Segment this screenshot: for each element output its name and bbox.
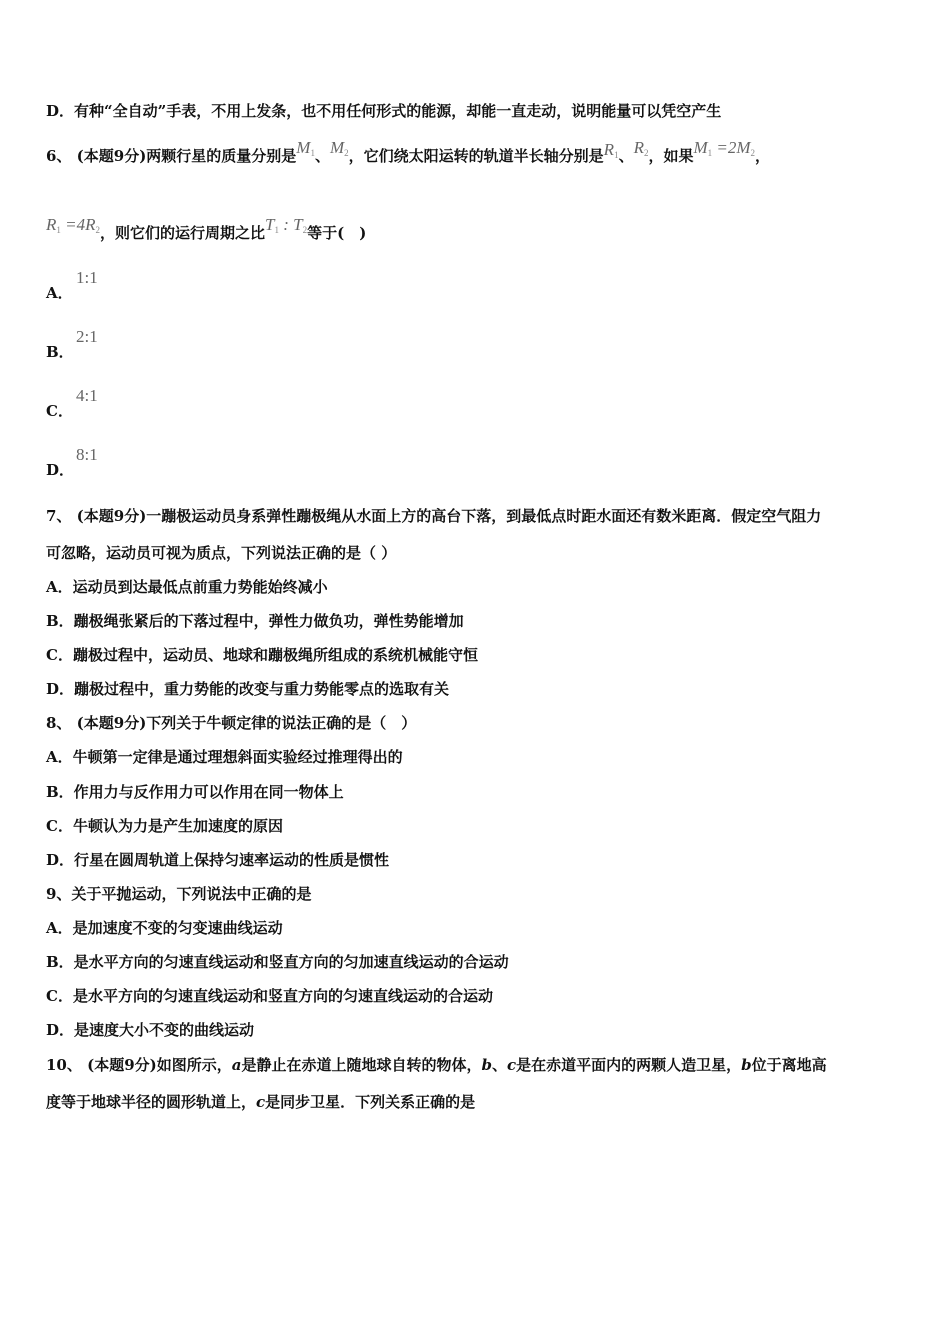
q7-option-d: D．蹦极过程中，重力势能的改变与重力势能零点的选取有关 xyxy=(46,680,450,698)
q10-stem-line1: 10、 (本题9分)如图所示，a是静止在赤道上随地球自转的物体，b、c是在赤道平面内的两颗人造卫星，b位于离地高 xyxy=(46,1056,827,1074)
q10-var-a: a xyxy=(231,1056,242,1074)
q6-option-a-value: 1:1 xyxy=(76,268,98,287)
q6-option-d-label: D． xyxy=(46,461,75,479)
q8-option-a: A．牛顿第一定律是通过理想斜面实验经过推理得出的 xyxy=(46,748,403,766)
q6-text-6: 等于( ) xyxy=(307,224,367,242)
q6-r1: $R_1$ xyxy=(603,140,619,160)
q6-option-d-value: 8:1 xyxy=(76,445,98,464)
q5-option-d: D．有种“全自动”手表，不用上发条，也不用任何形式的能源，却能一直走动，说明能量可以凭空产生 xyxy=(46,102,722,120)
q6-sep1: 、 xyxy=(314,147,330,165)
q9-option-a: A．是加速度不变的匀变速曲线运动 xyxy=(46,919,283,937)
q6-option-c-value: 4:1 xyxy=(76,386,98,405)
q6-option-c-label: C． xyxy=(46,402,73,420)
q7-option-b: B．蹦极绳张紧后的下落过程中，弹性力做负功，弹性势能增加 xyxy=(46,612,464,630)
q6-option-b-label: B． xyxy=(46,343,74,361)
q9-option-d: D．是速度大小不变的曲线运动 xyxy=(46,1021,255,1039)
q6-radius-relation: $R_1 =4R_2$ xyxy=(46,215,100,235)
q10-var-c-2: c xyxy=(256,1093,266,1111)
q6-sep2: 、 xyxy=(618,147,634,165)
q6-stem-line2 xyxy=(46,215,367,248)
q8-option-d: D．行星在圆周轨道上保持匀速率运动的性质是惯性 xyxy=(46,851,390,869)
q6-period-ratio: $T_1$ : $T_2$ xyxy=(265,215,308,235)
q10-var-b: b xyxy=(481,1056,492,1074)
q8-option-b: B．作用力与反作用力可以作用在同一物体上 xyxy=(46,783,344,801)
q6-r2: $R_2$ xyxy=(633,138,649,158)
q6-text-1: 6、 (本题9分)两颗行星的质量分别是 xyxy=(46,147,297,165)
q9-stem: 9、关于平抛运动，下列说法中正确的是 xyxy=(46,885,312,903)
q9-option-b: B．是水平方向的匀速直线运动和竖直方向的匀加速直线运动的合运动 xyxy=(46,953,509,971)
q10-var-b-2: b xyxy=(741,1056,752,1074)
q8-stem: 8、 (本题9分)下列关于牛顿定律的说法正确的是（ ） xyxy=(46,714,417,732)
q6-m2: $M_2$ xyxy=(329,138,349,158)
q6-mass-relation: $M_1 =2M_2$ xyxy=(693,138,756,158)
q10-stem-line2: 度等于地球半径的圆形轨道上，c是同步卫星．下列关系正确的是 xyxy=(46,1093,476,1111)
q8-option-c: C．牛顿认为力是产生加速度的原因 xyxy=(46,817,283,835)
q6-text-2: ，它们绕太阳运转的轨道半长轴分别是 xyxy=(348,147,604,165)
q6-stem-line1 xyxy=(46,138,771,171)
q6-option-a-label: A． xyxy=(46,284,73,302)
q7-stem-line2: 可忽略，运动员可视为质点，下列说法正确的是（ ） xyxy=(46,544,397,562)
q6-text-5: ，则它们的运行周期之比 xyxy=(100,224,266,242)
q6-text-3: ，如果 xyxy=(648,147,694,165)
q6-m1: $M_1$ xyxy=(296,138,315,158)
q7-option-c: C．蹦极过程中，运动员、地球和蹦极绳所组成的系统机械能守恒 xyxy=(46,646,478,664)
q6-text-4: ， xyxy=(755,147,771,165)
q7-stem-line1: 7、 (本题9分)一蹦极运动员身系弹性蹦极绳从水面上方的高台下落，到最低点时距水面还有数米距离．假定空气阻力 xyxy=(46,507,822,525)
q9-option-c: C．是水平方向的匀速直线运动和竖直方向的匀速直线运动的合运动 xyxy=(46,987,493,1005)
q7-option-a: A．运动员到达最低点前重力势能始终减小 xyxy=(46,578,328,596)
q6-option-b-value: 2:1 xyxy=(76,327,98,346)
q10-var-c: c xyxy=(507,1056,517,1074)
